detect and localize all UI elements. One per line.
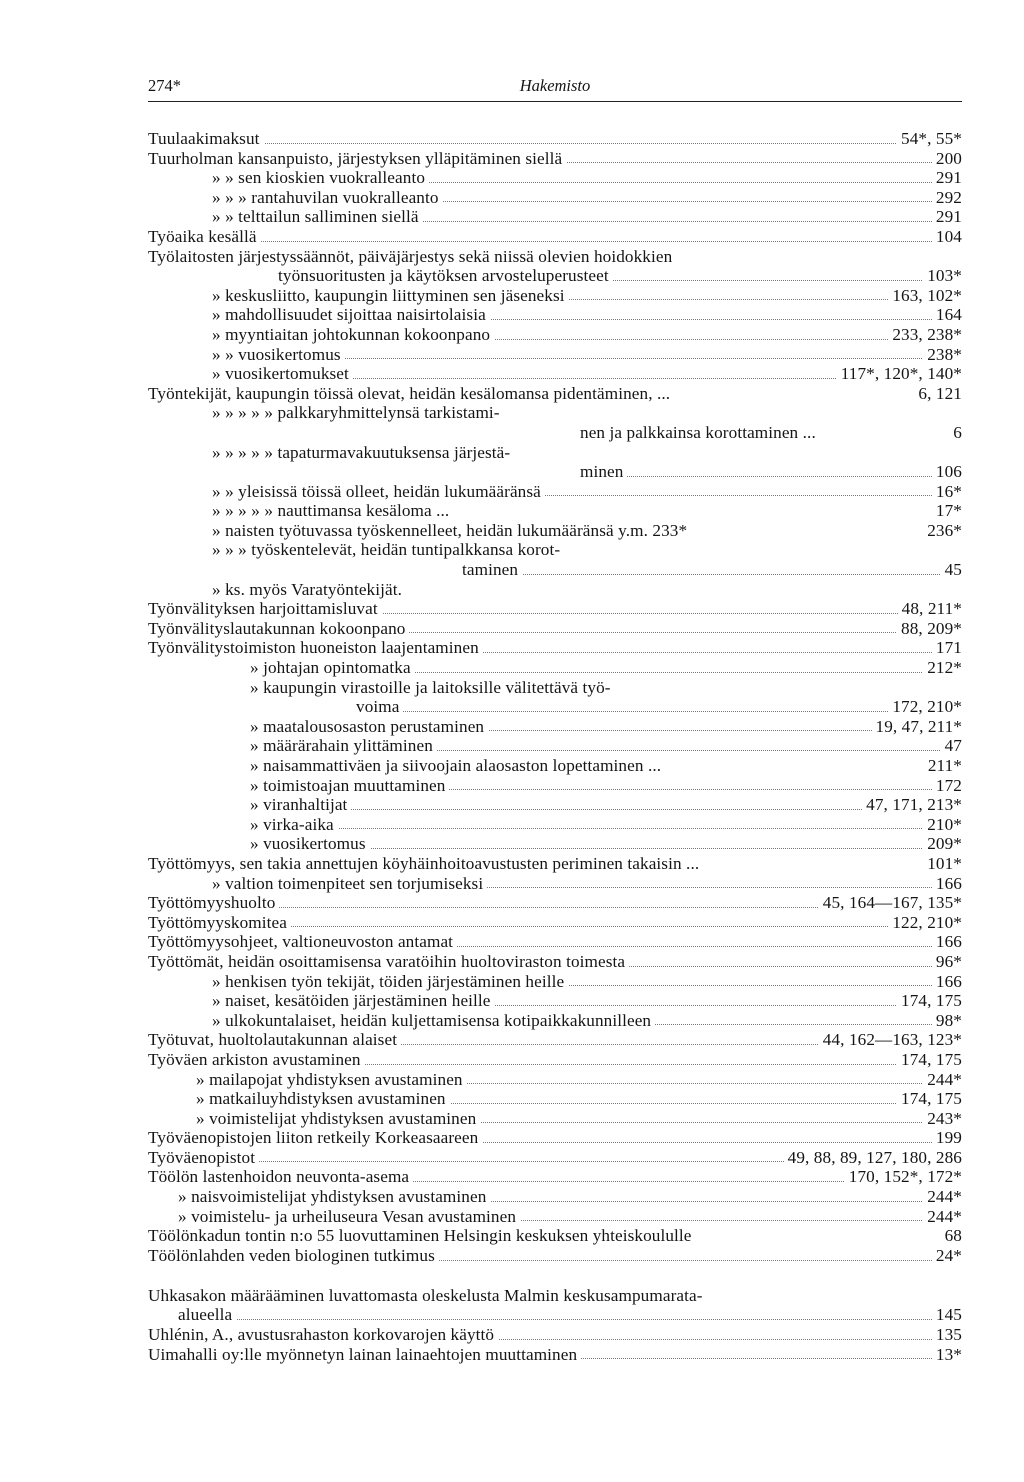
index-entry <box>148 188 962 208</box>
entry-pages: 211* <box>924 756 962 776</box>
entry-text: Työnvälitystoimiston huoneiston laajentaminen <box>148 638 483 657</box>
entry-text: Uimahalli oy:lle myönnetyn lainan lainaehtojen muuttaminen <box>148 1345 581 1364</box>
entry-text: Työnvälityslautakunnan kokoonpano <box>148 619 409 638</box>
index-entry <box>148 1011 962 1031</box>
entry-pages: 17* <box>932 501 962 521</box>
running-title: Hakemisto <box>519 76 591 95</box>
index-entries <box>148 129 962 1364</box>
entry-pages: 163, 102* <box>888 286 962 306</box>
index-entry <box>148 227 962 247</box>
entry-pages: 170, 152*, 172* <box>845 1167 962 1187</box>
entry-text: Työaika kesällä <box>148 227 261 246</box>
entry-text: » matkailuyhdistyksen avustaminen <box>196 1089 450 1108</box>
index-entry <box>148 697 962 717</box>
entry-pages: 212* <box>923 658 962 678</box>
entry-text: » viranhaltijat <box>250 795 351 814</box>
index-entry <box>148 736 962 756</box>
index-entry <box>148 1030 962 1050</box>
entry-text: » » vuosikertomus <box>212 345 345 364</box>
dot-leader <box>580 476 962 477</box>
entry-text: » voimistelijat yhdistyksen avustaminen <box>196 1109 480 1128</box>
entry-text: Töölönkadun tontin n:o 55 luovuttaminen Helsingin keskuksen yhteiskoululle <box>148 1226 696 1245</box>
entry-text: » naisten työtuvassa työskennelleet, heidän lukumääränsä y.m. 233* <box>212 521 691 540</box>
entry-text: » johtajan opintomatka <box>250 658 415 677</box>
entry-text: » myyntiaitan johtokunnan kokoonpano <box>212 325 494 344</box>
index-entry <box>148 345 962 365</box>
entry-text: Työlaitosten järjestyssäännöt, päiväjärjestys sekä niissä olevien hoidokkien <box>148 247 676 266</box>
entry-text: » valtion toimenpiteet sen torjumiseksi <box>212 874 487 893</box>
index-entry <box>148 207 962 227</box>
entry-pages: 122, 210* <box>888 913 962 933</box>
entry-pages: 6, 121 <box>914 384 962 404</box>
entry-pages: 47 <box>941 736 962 756</box>
entry-text: » mailapojat yhdistyksen avustaminen <box>196 1070 467 1089</box>
index-entry <box>148 717 962 737</box>
entry-text: taminen <box>462 560 522 579</box>
entry-text: » » sen kioskien vuokralleanto <box>212 168 429 187</box>
dot-leader <box>356 711 962 712</box>
entry-pages: 243* <box>923 1109 962 1129</box>
index-entry <box>148 638 962 658</box>
entry-text: Työväenopistojen liiton retkeily Korkeasaareen <box>148 1128 482 1147</box>
entry-pages: 236* <box>923 521 962 541</box>
entry-pages: 24* <box>932 1246 962 1266</box>
index-entry <box>148 893 962 913</box>
entry-text: » voimistelu- ja urheiluseura Vesan avustaminen <box>178 1207 520 1226</box>
entry-text: Tuulaakimaksut <box>148 129 264 148</box>
entry-text: » naisvoimistelijat yhdistyksen avustaminen <box>178 1187 490 1206</box>
entry-pages: 174, 175 <box>897 1050 962 1070</box>
index-entry <box>148 325 962 345</box>
entry-pages: 244* <box>923 1207 962 1227</box>
entry-pages: 172 <box>932 776 962 796</box>
index-entry <box>148 1109 962 1129</box>
entry-text: » » yleisissä töissä olleet, heidän lukumääränsä <box>212 482 545 501</box>
index-entry <box>148 462 962 482</box>
entry-pages: 199 <box>932 1128 962 1148</box>
entry-text: » » » » » nauttimansa kesäloma ... <box>212 501 453 520</box>
index-entry <box>148 1070 962 1090</box>
entry-text: » naiset, kesätöiden järjestäminen heille <box>212 991 495 1010</box>
index-entry <box>148 482 962 502</box>
dot-leader <box>148 143 962 144</box>
entry-pages: 68 <box>941 1226 962 1246</box>
entry-text: » » » » » palkkaryhmittelynsä tarkistami- <box>212 403 504 422</box>
index-entry <box>148 854 962 874</box>
index-entry <box>148 619 962 639</box>
entry-pages: 174, 175 <box>897 1089 962 1109</box>
entry-pages: 45, 164—167, 135* <box>819 893 962 913</box>
entry-text: » ulkokuntalaiset, heidän kuljettamisensa kotipaikkakunnilleen <box>212 1011 655 1030</box>
entry-text: Työttömyys, sen takia annettujen köyhäinhoitoavustusten periminen takaisin ... <box>148 854 703 873</box>
entry-pages: 172, 210* <box>888 697 962 717</box>
dot-leader <box>250 828 962 829</box>
index-entry <box>148 874 962 894</box>
index-entry <box>148 129 962 149</box>
entry-pages: 16* <box>932 482 962 502</box>
entry-text: » vuosikertomukset <box>212 364 353 383</box>
entry-pages: 98* <box>932 1011 962 1031</box>
entry-pages: 145 <box>932 1305 962 1325</box>
index-entry <box>148 168 962 188</box>
index-entry <box>148 1187 962 1207</box>
index-entry <box>148 423 962 443</box>
entry-text: » » » » » tapaturmavakuutuksensa järjestä- <box>212 443 514 462</box>
index-entry <box>148 972 962 992</box>
page-number: 274* <box>148 76 181 95</box>
entry-text: » mahdollisuudet sijoittaa naisirtolaisia <box>212 305 490 324</box>
index-entry <box>148 1207 962 1227</box>
dot-leader <box>462 574 962 575</box>
entry-pages: 44, 162—163, 123* <box>819 1030 962 1050</box>
entry-text: » vuosikertomus <box>250 834 370 853</box>
entry-pages: 291 <box>932 207 962 227</box>
entry-pages: 210* <box>923 815 962 835</box>
entry-text: » » telttailun salliminen siellä <box>212 207 423 226</box>
index-entry <box>148 776 962 796</box>
entry-text: Työntekijät, kaupungin töissä olevat, heidän kesälomansa pidentäminen, ... <box>148 384 674 403</box>
entry-pages: 233, 238* <box>888 325 962 345</box>
index-entry <box>148 286 962 306</box>
index-entry <box>148 1305 962 1325</box>
index-entry <box>148 364 962 384</box>
index-entry <box>148 540 962 560</box>
dot-leader <box>178 1319 962 1320</box>
index-entry <box>148 1345 962 1365</box>
entry-text: Työväen arkiston avustaminen <box>148 1050 365 1069</box>
entry-text: Töölönlahden veden biologinen tutkimus <box>148 1246 439 1265</box>
entry-pages: 54*, 55* <box>897 129 962 149</box>
entry-text: voima <box>356 697 403 716</box>
entry-pages: 47, 171, 213* <box>862 795 962 815</box>
entry-pages: 174, 175 <box>897 991 962 1011</box>
index-entry <box>148 599 962 619</box>
entry-pages: 238* <box>923 345 962 365</box>
entry-text: » naisammattiväen ja siivoojain alaosaston lopettaminen ... <box>250 756 665 775</box>
entry-pages: 103* <box>923 266 962 286</box>
index-entry <box>148 501 962 521</box>
index-entry <box>148 266 962 286</box>
entry-text: alueella <box>178 1305 236 1324</box>
entry-pages: 19, 47, 211* <box>872 717 963 737</box>
entry-text: » » » työskentelevät, heidän tuntipalkkansa korot- <box>212 540 564 559</box>
entry-text: » » » rantahuvilan vuokralleanto <box>212 188 443 207</box>
entry-text: Töölön lastenhoidon neuvonta-asema <box>148 1167 413 1186</box>
dot-leader <box>250 809 962 810</box>
entry-text: Työttömät, heidän osoittamisensa varatöihin huoltoviraston toimesta <box>148 952 629 971</box>
entry-pages: 45 <box>941 560 962 580</box>
entry-text: Työttömyysohjeet, valtioneuvoston antamat <box>148 932 457 951</box>
page-header <box>148 76 962 102</box>
entry-text: » keskusliitto, kaupungin liittyminen sen jäseneksi <box>212 286 569 305</box>
index-entry <box>148 443 962 463</box>
index-entry <box>148 932 962 952</box>
entry-text: Uhkasakon määrääminen luvattomasta oleskelusta Malmin keskusampumarata- <box>148 1286 707 1305</box>
entry-text: Työttömyyshuolto <box>148 893 279 912</box>
index-entry <box>148 247 962 267</box>
index-entry <box>148 795 962 815</box>
entry-text: Tuurholman kansanpuisto, järjestyksen ylläpitäminen siellä <box>148 149 566 168</box>
entry-text: » kaupungin virastoille ja laitoksille välitettävä työ- <box>250 678 615 697</box>
entry-pages: 88, 209* <box>897 619 962 639</box>
entry-text: Työtuvat, huoltolautakunnan alaiset <box>148 1030 401 1049</box>
entry-pages: 49, 88, 89, 127, 180, 286 <box>784 1148 962 1168</box>
entry-text: nen ja palkkainsa korottaminen ... <box>580 423 820 442</box>
entry-pages: 244* <box>923 1187 962 1207</box>
entry-pages: 48, 211* <box>898 599 962 619</box>
entry-text: Työväenopistot <box>148 1148 259 1167</box>
entry-pages: 166 <box>932 932 962 952</box>
entry-text: » henkisen työn tekijät, töiden järjestäminen heille <box>212 972 568 991</box>
index-entry <box>148 991 962 1011</box>
index-entry <box>148 756 962 776</box>
entry-text: » virka-aika <box>250 815 338 834</box>
index-entry <box>148 1286 962 1306</box>
entry-pages: 13* <box>932 1345 962 1365</box>
index-entry <box>148 834 962 854</box>
entry-text: » maatalousosaston perustaminen <box>250 717 488 736</box>
index-entry <box>148 815 962 835</box>
dot-leader <box>148 241 962 242</box>
index-entry <box>148 580 962 600</box>
entry-pages: 135 <box>932 1325 962 1345</box>
index-entry <box>148 1246 962 1286</box>
index-entry <box>148 1167 962 1187</box>
index-entry <box>148 678 962 698</box>
entry-pages: 117*, 120*, 140* <box>837 364 962 384</box>
entry-pages: 106 <box>932 462 962 482</box>
entry-text: » määrärahain ylittäminen <box>250 736 437 755</box>
index-entry <box>148 560 962 580</box>
index-entry <box>148 1089 962 1109</box>
entry-pages: 164 <box>932 305 962 325</box>
index-entry <box>148 521 962 541</box>
entry-pages: 104 <box>932 227 962 247</box>
entry-pages: 6 <box>949 423 962 443</box>
index-entry <box>148 384 962 404</box>
entry-pages: 101* <box>923 854 962 874</box>
index-entry <box>148 1226 962 1246</box>
entry-pages: 209* <box>923 834 962 854</box>
index-entry <box>148 305 962 325</box>
entry-text: » ks. myös Varatyöntekijät. <box>212 580 406 599</box>
index-entry <box>148 149 962 169</box>
entry-pages: 291 <box>932 168 962 188</box>
entry-pages: 200 <box>932 149 962 169</box>
index-entry <box>148 658 962 678</box>
index-entry <box>148 403 962 423</box>
entry-pages: 166 <box>932 874 962 894</box>
index-entry <box>148 1148 962 1168</box>
entry-pages: 96* <box>932 952 962 972</box>
entry-text: » toimistoajan muuttaminen <box>250 776 449 795</box>
index-entry <box>148 952 962 972</box>
entry-pages: 292 <box>932 188 962 208</box>
entry-pages: 166 <box>932 972 962 992</box>
entry-pages: 244* <box>923 1070 962 1090</box>
entry-pages: 171 <box>932 638 962 658</box>
index-entry <box>148 1325 962 1345</box>
index-entry <box>148 913 962 933</box>
entry-text: työnsuoritusten ja käytöksen arvosteluperusteet <box>278 266 613 285</box>
header-rule <box>148 101 962 102</box>
index-entry <box>148 1128 962 1148</box>
entry-text: Työnvälityksen harjoittamisluvat <box>148 599 382 618</box>
entry-text: Työttömyyskomitea <box>148 913 291 932</box>
entry-text: minen <box>580 462 627 481</box>
entry-text: Uhlénin, A., avustusrahaston korkovarojen käyttö <box>148 1325 498 1344</box>
index-entry <box>148 1050 962 1070</box>
